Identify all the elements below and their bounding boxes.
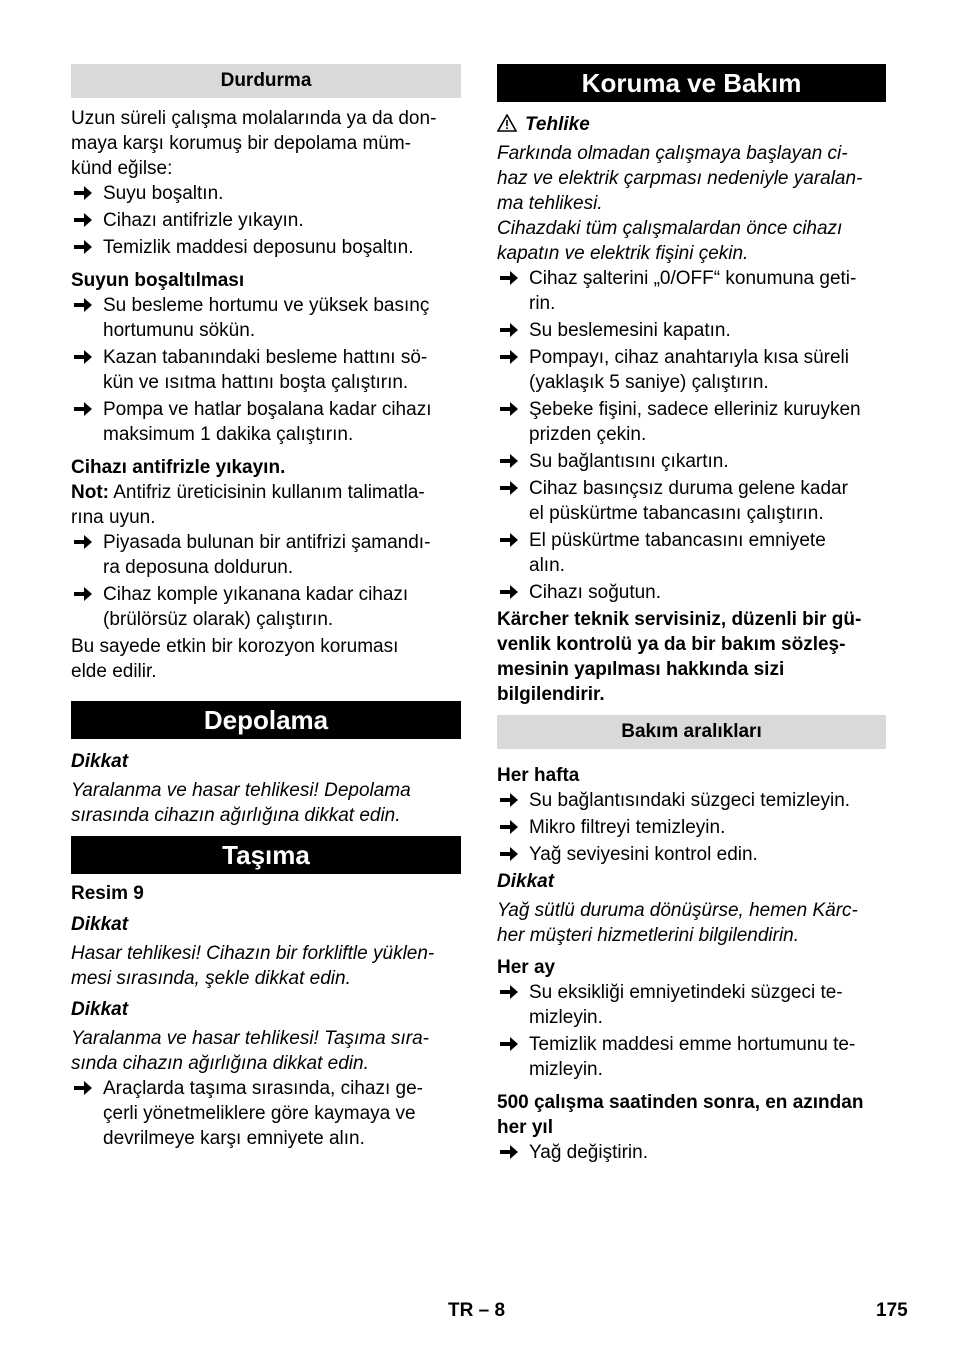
- durdurma-heading: Durdurma: [71, 64, 461, 98]
- arrow-right-icon: [74, 213, 92, 227]
- list-item: [497, 815, 886, 840]
- monthly-steps: [497, 980, 886, 1082]
- list-item: [71, 208, 461, 233]
- list-item-text: Suyu boşaltın.: [103, 183, 224, 204]
- list-item-text: Cihazı antifrizle yıkayın.: [103, 210, 304, 231]
- note-text: Antifriz üreticisinin kullanım talimatla- rına uyun.: [71, 482, 425, 528]
- list-item-text: Su beslemesini kapatın.: [529, 320, 731, 341]
- service-note: Kärcher teknik servisiniz, düzenli bir gü- venlik kontrolü ya da bir bakım sözleş- mesinin yapılması hakkında sizi bilgilendirir.: [497, 609, 862, 705]
- arrow-right-icon: [74, 186, 92, 200]
- list-item-text: Cihazı soğutun.: [529, 582, 662, 603]
- arrow-right-icon: [500, 271, 518, 285]
- list-item: [497, 842, 886, 867]
- depolama-dikkat: Dikkat: [71, 751, 129, 772]
- tehlike-label: Tehlike: [525, 114, 590, 135]
- resim-label: Resim 9: [71, 883, 144, 904]
- antifriz-steps: [71, 530, 461, 632]
- tasima-heading: Taşıma: [71, 836, 461, 874]
- list-item-text: El püskürtme tabancasını emniyete alın.: [529, 530, 826, 576]
- depolama-heading: Depolama: [71, 701, 461, 739]
- arrow-right-icon: [74, 298, 92, 312]
- arrow-right-icon: [74, 240, 92, 254]
- arrow-right-icon: [74, 402, 92, 416]
- arrow-right-icon: [500, 985, 518, 999]
- arrow-right-icon: [500, 454, 518, 468]
- danger-text-2: Cihazdaki tüm çalışmalardan önce cihazı kapatın ve elektrik fişini çekin.: [497, 218, 843, 264]
- list-item-text: Pompayı, cihaz anahtarıyla kısa süreli (yaklaşık 5 saniye) çalıştırın.: [529, 347, 849, 393]
- arrow-right-icon: [74, 535, 92, 549]
- list-item: [71, 1076, 461, 1151]
- list-item-text: Cihaz komple yıkanana kadar cihazı (brülörsüz olarak) çalıştırın.: [103, 584, 409, 630]
- durdurma-outro: Bu sayede etkin bir korozyon koruması elde edilir.: [71, 636, 399, 682]
- arrow-right-icon: [500, 1145, 518, 1159]
- list-item-text: Mikro filtreyi temizleyin.: [529, 817, 726, 838]
- list-item-text: Su bağlantısını çıkartın.: [529, 451, 729, 472]
- list-item: [71, 530, 461, 580]
- arrow-right-icon: [500, 402, 518, 416]
- weekly-steps: [497, 788, 886, 867]
- tasima-dikkat-2: Dikkat: [71, 999, 129, 1020]
- arrow-right-icon: [500, 1037, 518, 1051]
- list-item-text: Su bağlantısındaki süzgeci temizleyin.: [529, 790, 851, 811]
- left-column: [71, 64, 461, 1151]
- page-number: 175: [876, 1300, 908, 1321]
- list-item: [497, 449, 886, 474]
- list-item: [71, 293, 461, 343]
- list-item: [497, 528, 886, 578]
- koruma-heading: Koruma ve Bakım: [497, 64, 886, 102]
- footer-lang-page: TR – 8: [448, 1300, 506, 1321]
- list-item-text: Cihaz şalterini „0/OFF“ konumuna geti- rin.: [529, 268, 857, 314]
- list-item: [71, 345, 461, 395]
- bakim-heading: Bakım aralıkları: [497, 715, 886, 749]
- arrow-right-icon: [500, 323, 518, 337]
- list-item-text: Cihaz basınçsız duruma gelene kadar el püskürtme tabancasını çalıştırın.: [529, 478, 848, 524]
- durdurma-intro: Uzun süreli çalışma molalarında ya da don- maya karşı korumuş bir depolama müm- künd eğilse:: [71, 108, 437, 179]
- list-item-text: Yağ değiştirin.: [529, 1142, 648, 1163]
- list-item: [71, 582, 461, 632]
- note-label: Not:: [71, 482, 109, 503]
- arrow-right-icon: [500, 481, 518, 495]
- arrow-right-icon: [500, 847, 518, 861]
- arrow-right-icon: [74, 1081, 92, 1095]
- bakim-dikkat-text: Yağ sütlü duruma dönüşürse, hemen Kärc- her müşteri hizmetlerini bilgilendirin.: [497, 900, 858, 946]
- arrow-right-icon: [500, 350, 518, 364]
- list-item: [497, 345, 886, 395]
- tasima-dikkat-1: Dikkat: [71, 914, 129, 935]
- suyun-bosaltilmasi-steps: [71, 293, 461, 447]
- list-item-text: Piyasada bulunan bir antifrizi şamandı- ra deposuna doldurun.: [103, 532, 431, 578]
- list-item: [497, 580, 886, 605]
- arrow-right-icon: [500, 533, 518, 547]
- right-column: [497, 64, 886, 1165]
- list-item: [497, 318, 886, 343]
- list-item: [497, 788, 886, 813]
- list-item: [497, 476, 886, 526]
- arrow-right-icon: [500, 820, 518, 834]
- tasima-steps: [71, 1076, 461, 1151]
- tasima-text-2: Yaralanma ve hasar tehlikesi! Taşıma sıra- sında cihazın ağırlığına dikkat edin.: [71, 1028, 429, 1074]
- list-item: [497, 1140, 886, 1165]
- bakim-dikkat: Dikkat: [497, 871, 555, 892]
- arrow-right-icon: [74, 587, 92, 601]
- danger-text-1: Farkında olmadan çalışmaya başlayan ci- haz ve elektrik çarpması nedeniyle yaralan- ma tehlikesi.: [497, 143, 863, 214]
- depolama-text: Yaralanma ve hasar tehlikesi! Depolama sırasında cihazın ağırlığına dikkat edin.: [71, 780, 411, 826]
- list-item: [497, 1032, 886, 1082]
- antifriz-note: [71, 480, 461, 530]
- arrow-right-icon: [500, 585, 518, 599]
- koruma-steps: [497, 266, 886, 605]
- list-item-text: Su eksikliği emniyetindeki süzgeci te- mizleyin.: [529, 982, 843, 1028]
- durdurma-steps: [71, 181, 461, 260]
- tehlike-line: [497, 112, 886, 137]
- list-item: [71, 235, 461, 260]
- list-item-text: Pompa ve hatlar boşalana kadar cihazı maksimum 1 dakika çalıştırın.: [103, 399, 432, 445]
- tasima-text-1: Hasar tehlikesi! Cihazın bir forkliftle yüklen- mesi sırasında, şekle dikkat edin.: [71, 943, 435, 989]
- arrow-right-icon: [500, 793, 518, 807]
- warning-triangle-icon: [497, 114, 517, 132]
- antifriz-title: Cihazı antifrizle yıkayın.: [71, 457, 286, 478]
- list-item: [71, 181, 461, 206]
- list-item: [497, 980, 886, 1030]
- list-item-text: Şebeke fişini, sadece elleriniz kuruyken prizden çekin.: [529, 399, 861, 445]
- suyun-bosaltilmasi-title: Suyun boşaltılması: [71, 270, 245, 291]
- hours-steps: [497, 1140, 886, 1165]
- list-item: [71, 397, 461, 447]
- list-item-text: Yağ seviyesini kontrol edin.: [529, 844, 758, 865]
- list-item-text: Temizlik maddesi emme hortumunu te- mizleyin.: [529, 1034, 856, 1080]
- monthly-title: Her ay: [497, 957, 556, 978]
- list-item-text: Temizlik maddesi deposunu boşaltın.: [103, 237, 414, 258]
- weekly-title: Her hafta: [497, 765, 580, 786]
- list-item-text: Araçlarda taşıma sırasında, cihazı ge- çerli yönetmeliklere göre kaymaya ve devrilmeye karşı emniyete alın.: [103, 1078, 423, 1149]
- list-item-text: Kazan tabanındaki besleme hattını sö- kün ve ısıtma hattını boşta çalıştırın.: [103, 347, 428, 393]
- arrow-right-icon: [74, 350, 92, 364]
- list-item: [497, 397, 886, 447]
- list-item: [497, 266, 886, 316]
- hours-title: 500 çalışma saatinden sonra, en azından her yıl: [497, 1092, 864, 1138]
- list-item-text: Su besleme hortumu ve yüksek basınç hortumunu sökün.: [103, 295, 430, 341]
